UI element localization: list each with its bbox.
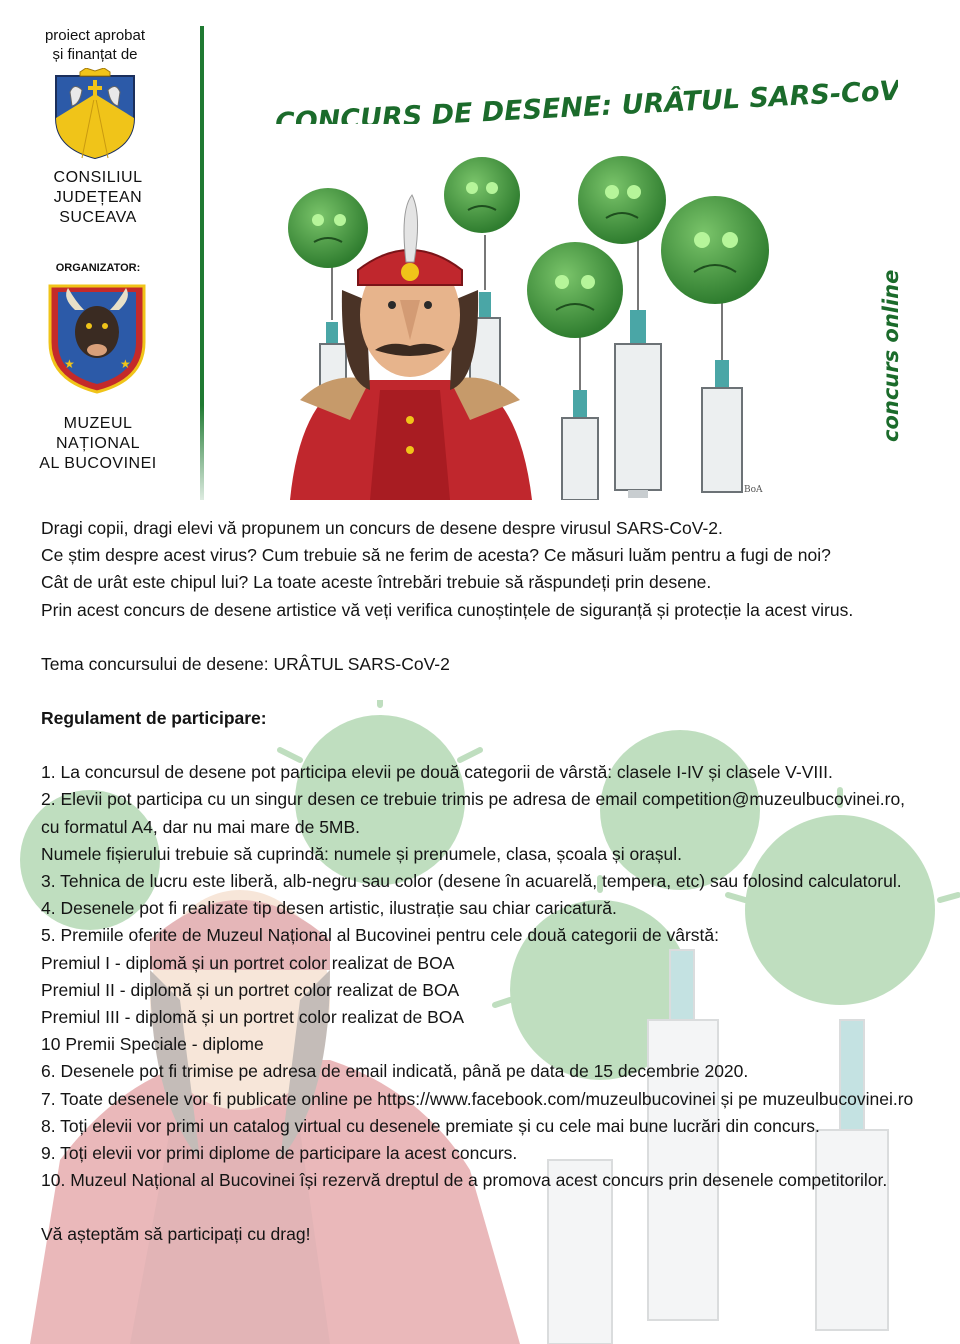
intro-line: Prin acest concurs de desene artistice vă veți verifica cunoștințele de siguranță și protecție la acest virus.	[41, 599, 854, 620]
closing-line: Vă așteptăm să participați cu drag!	[41, 1224, 311, 1245]
rule-line: Premiul I - diplomă și un portret color realizat de BOA	[41, 952, 455, 973]
virus-4	[527, 242, 623, 338]
rule-line: 6. Desenele pot fi trimise pe adresa de email indicată, până pe data de 15 decembrie 2020.	[41, 1061, 749, 1082]
rule-line: 4. Desenele pot fi realizate tip desen artistic, ilustrație sau chiar caricatură.	[41, 898, 617, 919]
virus-1	[288, 188, 368, 268]
museum-name-line: MUZEUL	[63, 415, 133, 432]
funding-note-line: și finanțat de	[52, 46, 138, 63]
museum-name-line: AL BUCOVINEI	[39, 455, 157, 472]
rule-line: Premiul III - diplomă și un portret color realizat de BOA	[41, 1007, 465, 1028]
intro-line: Cât de urât este chipul lui? La toate aceste întrebări trebuie să răspundeți prin desene.	[41, 572, 712, 593]
announcement-text	[41, 515, 941, 1249]
rule-line: cu formatul A4, dar nu mai mare de 5MB.	[41, 816, 361, 837]
county-council-name	[20, 168, 176, 228]
museum-crest-logo	[46, 280, 148, 394]
funding-note	[20, 26, 170, 64]
contest-theme: Tema concursului de desene: URÂTUL SARS-CoV-2	[41, 653, 450, 674]
poster-title-text: CONCURS DE DESENE: URÂTUL SARS-CoV-2	[274, 73, 898, 124]
rule-line: Numele fișierului trebuie să cuprindă: numele și prenumele, clasa, școala și orașul.	[41, 843, 683, 864]
rule-line: Premiul II - diplomă și un portret color realizat de BOA	[41, 979, 460, 1000]
rule-line: 5. Premiile oferite de Muzeul Național al Bucovinei pentru cele două categorii de vârstă:	[41, 925, 720, 946]
artist-signature: BoA	[744, 485, 763, 495]
intro-line: Dragi copii, dragi elevi vă propunem un concurs de desene despre virusul SARS-CoV-2.	[41, 518, 723, 538]
online-contest-label-text: concurs online	[879, 270, 903, 442]
funding-note-line: proiect aprobat	[44, 27, 146, 44]
online-contest-label	[856, 270, 916, 450]
intro-line: Ce știm despre acest virus? Cum trebuie să ne ferim de acesta? Ce măsuri luăm pentru a fugi de noi?	[41, 545, 831, 566]
syringe-5	[702, 300, 742, 492]
county-council-line: CONSILIUL	[53, 169, 143, 186]
rule-line: 10 Premii Speciale - diplome	[41, 1034, 264, 1055]
poster-title	[268, 64, 898, 124]
syringe-3	[562, 315, 598, 500]
rule-line: 8. Toți elevii vor primi un catalog virtual cu desenele premiate și cu cele mai bune lucrări din concurs.	[41, 1115, 820, 1136]
organizer-label: ORGANIZATOR:	[55, 262, 141, 274]
virus-2	[444, 157, 520, 233]
county-council-line: JUDEȚEAN	[53, 189, 143, 206]
county-council-line: SUCEAVA	[59, 209, 137, 226]
museum-name	[14, 414, 182, 474]
svg-text:★: ★	[120, 357, 131, 371]
sidebar	[0, 0, 200, 500]
rule-line: 3. Tehnica de lucru este liberă, alb-negru sau color (desene în acuarelă, tempera, etc) sau folosind calculatorul.	[41, 871, 902, 892]
virus-5	[661, 196, 769, 304]
svg-text:★: ★	[64, 357, 75, 371]
virus-3	[578, 156, 666, 244]
rule-line: 2. Elevii pot participa cu un singur desen ce trebuie trimis pe adresa de email competition@muzeulbucovinei.ro,	[41, 789, 906, 810]
suceava-county-crest-logo	[52, 68, 138, 160]
syringe-4	[615, 240, 661, 498]
rule-line: 7. Toate desenele vor fi publicate online pe https://www.facebook.com/muzeulbucovinei și pe muzeulbucovinei.ro	[41, 1088, 914, 1109]
poster-illustration	[270, 100, 770, 500]
rule-line: 1. La concursul de desene pot participa elevii pe două categorii de vârstă: clasele I-IV și clasele V-VIII.	[41, 762, 833, 783]
green-divider	[200, 26, 204, 500]
rule-line: 9. Toți elevii vor primi diplome de participare la acest concurs.	[41, 1143, 518, 1164]
rule-line: 10. Muzeul Național al Bucovinei își rezervă dreptul de a promova acest concurs prin desenele competitorilor.	[41, 1170, 888, 1191]
museum-name-line: NAȚIONAL	[55, 435, 140, 452]
rules-heading: Regulament de participare:	[41, 708, 267, 729]
